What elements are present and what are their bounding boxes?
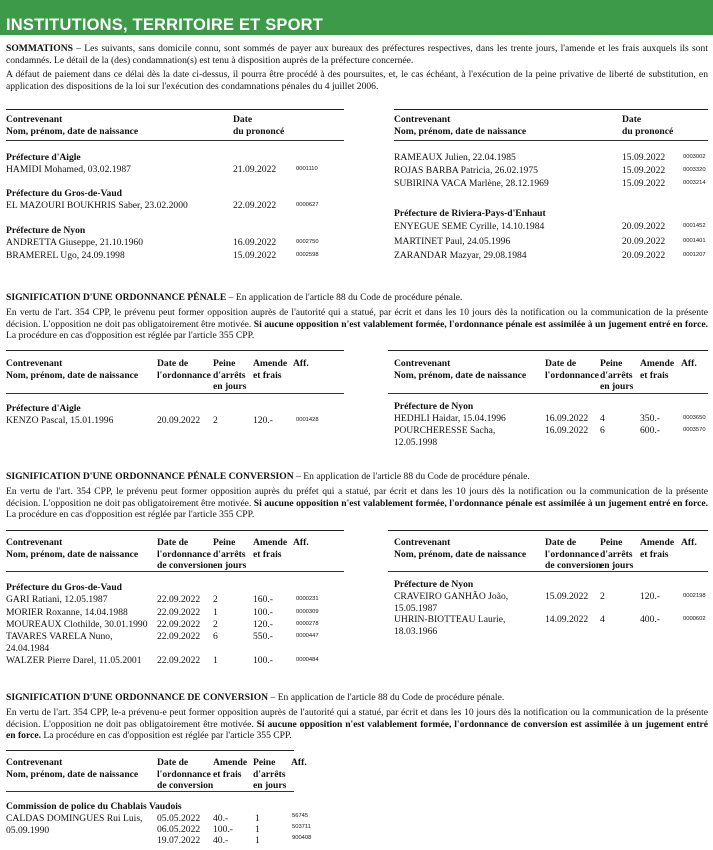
- table-row: POURCHERESSE Sacha, 12.05.1998: [394, 425, 496, 448]
- column-header-aff: Aff.: [291, 757, 307, 768]
- row-amende: 100.-: [253, 607, 273, 618]
- conversion-heading: SIGNIFICATION D'UNE ORDONNANCE DE CONVERSION – En application de l'article 88 du Code de procédure pénale.: [6, 692, 505, 703]
- table-rule: [6, 109, 344, 110]
- row-peine: 1: [255, 813, 260, 824]
- prefecture-heading: Préfecture du Gros-de-Vaud: [6, 582, 123, 593]
- ordonnance-conversion-heading: SIGNIFICATION D'UNE ORDONNANCE PÉNALE CONVERSION – En application de l'article 88 du Code de procédure pénale.: [6, 471, 530, 482]
- ordonnance-penale-paragraph: En vertu de l'art. 354 CPP, le prévenu peut former opposition auprès de l'autorité qui a statué, par écrit et dans les 10 jours dès la notification ou la communication de la présente décision. L'opposition ne doit pas obligatoirement être motivée. Si aucune opposition n'est valablement formée, l'ordonnance pénale est assimilée à un jugement entré en force. La procédure en cas d'opposition est réglée par l'article 355 CPP.: [6, 307, 708, 341]
- row-aff: 0000484: [296, 657, 319, 663]
- row-amende: 550.-: [253, 631, 273, 642]
- row-date: 15.09.2022: [622, 178, 666, 189]
- row-aff: 0001401: [683, 238, 706, 244]
- table-rule: [388, 393, 708, 394]
- table-rule: [394, 109, 708, 110]
- ordonnance-penale-heading: SIGNIFICATION D'UNE ORDONNANCE PÉNALE – En application de l'article 88 du Code de procédure pénale.: [6, 292, 463, 303]
- table-row: EL MAZOURI BOUKHRIS Saber, 23.02.2000: [6, 200, 188, 211]
- column-header-amende: Amende et frais: [253, 358, 288, 381]
- table-rule: [388, 571, 708, 572]
- row-aff: 0000231: [296, 596, 319, 602]
- column-header-name: Contrevenant Nom, prénom, date de naissance: [6, 114, 139, 137]
- column-header-name: Contrevenant Nom, prénom, date de naissance: [6, 358, 139, 381]
- column-header-peine: Peine d'arrêts en jours: [600, 537, 634, 571]
- column-header-date: Date du prononcé: [233, 114, 285, 137]
- row-amende: 350.-: [640, 413, 660, 424]
- column-header-peine: Peine d'arrêts en jours: [213, 537, 247, 571]
- table-row: HAMIDI Mohamed, 03.02.1987: [6, 164, 131, 175]
- sommations-lead: SOMMATIONS: [6, 43, 73, 54]
- row-amende: 160.-: [253, 594, 273, 605]
- table-row: ANDRETTA Giuseppe, 21.10.1960: [6, 237, 143, 248]
- row-amende: 120.-: [253, 619, 273, 630]
- table-row: HEDHLI Haidar, 15.04.1996: [394, 413, 506, 424]
- row-peine: 2: [213, 415, 218, 426]
- row-amende: 600.-: [640, 425, 660, 436]
- row-date: 14.09.2022: [545, 614, 589, 625]
- column-header-aff: Aff.: [293, 358, 309, 369]
- row-aff: 0000278: [296, 621, 319, 627]
- table-row: ROJAS BARBA Patricia, 26.02.1975: [394, 165, 538, 176]
- table-row: RAMEAUX Julien, 22.04.1985: [394, 152, 516, 163]
- row-date: 20.09.2022: [622, 221, 666, 232]
- prefecture-heading: Préfecture d'Aigle: [6, 403, 81, 414]
- row-aff: 0000309: [296, 609, 319, 615]
- sommations-paragraph: A défaut de paiement dans ce délai dès la date ci-dessus, il pourra être procédé à des poursuites, et, le cas échéant, à l'exécution de la peine privative de liberté de substitution, en application des dispositions de la loi sur l'exécution des condamnations pénales du 4 juillet 2006.: [6, 69, 708, 92]
- row-aff: 0003320: [683, 167, 706, 173]
- column-header-date: Date de l'ordonnance: [157, 358, 211, 381]
- row-aff: 0000447: [296, 633, 319, 639]
- row-peine: 2: [213, 619, 218, 630]
- column-header-name: Contrevenant Nom, prénom, date de naissance: [6, 537, 139, 560]
- row-peine: 6: [600, 425, 605, 436]
- row-aff: 0003650: [683, 415, 706, 421]
- row-peine: 6: [213, 631, 218, 642]
- row-aff: 0001452: [683, 223, 706, 229]
- row-peine: 4: [600, 413, 605, 424]
- row-date: 20.09.2022: [157, 415, 201, 426]
- row-date: 06.05.2022: [157, 824, 201, 835]
- column-header-date: Date de l'ordonnance de conversion: [545, 537, 602, 571]
- table-row: ENYEGUE SEME Cyrille, 14.10.1984: [394, 221, 545, 232]
- row-aff: 503711: [292, 824, 311, 830]
- column-header-amende: Amende et frais: [640, 358, 675, 381]
- table-row: CALDAS DOMINGUES Rui Luis, 05.09.1990: [6, 813, 143, 836]
- row-date: 22.09.2022: [157, 619, 201, 630]
- row-date: 15.09.2022: [233, 250, 277, 261]
- row-date: 22.09.2022: [157, 655, 201, 666]
- row-amende: 40.-: [213, 813, 229, 824]
- column-header-amende: Amende et frais: [253, 537, 288, 560]
- table-row: MOUREAUX Clothilde, 30.01.1990: [6, 619, 148, 630]
- row-aff: 0002598: [296, 252, 319, 258]
- column-header-peine: Peine d'arrêts en jours: [253, 757, 287, 791]
- row-amende: 40.-: [213, 835, 229, 846]
- prefecture-heading: Préfecture du Gros-de-Vaud: [6, 188, 123, 199]
- row-date: 05.05.2022: [157, 813, 201, 824]
- row-date: 15.09.2022: [622, 165, 666, 176]
- prefecture-heading: Préfecture de Nyon: [6, 225, 86, 236]
- row-peine: 1: [213, 655, 218, 666]
- table-rule: [6, 140, 344, 141]
- table-row: SUBIRINA VACA Marlène, 28.12.1969: [394, 178, 549, 189]
- table-row: MARTINET Paul, 24.05.1996: [394, 236, 511, 247]
- row-peine: 1: [213, 607, 218, 618]
- row-amende: 100.-: [213, 824, 233, 835]
- table-row: GARI Ratiani, 12.05.1987: [6, 594, 108, 605]
- row-amende: 100.-: [253, 655, 273, 666]
- table-rule: [6, 530, 344, 531]
- prefecture-heading: Préfecture de Riviera-Pays-d'Enhaut: [394, 208, 546, 219]
- row-aff: 0003002: [683, 154, 706, 160]
- prefecture-heading: Préfecture de Nyon: [394, 579, 474, 590]
- row-date: 21.09.2022: [233, 164, 277, 175]
- column-header-name: Contrevenant Nom, prénom, date de naissance: [394, 114, 527, 137]
- sommations-intro: SOMMATIONS – Les suivants, sans domicile connu, sont sommés de payer aux bureaux des préfectures respectives, dans les trente jours, l'amende et les frais auxquels ils sont condamnés. Le détail de la (des) condamnation(s) est tenu à disposition auprès de la préfecture concernée.: [6, 43, 708, 66]
- column-header-name: Contrevenant Nom, prénom, date de naissance: [394, 358, 527, 381]
- table-row: WALZER Pierre Darel, 11.05.2001: [6, 655, 142, 666]
- table-rule: [6, 571, 344, 572]
- row-peine: 2: [600, 591, 605, 602]
- row-date: 22.09.2022: [233, 200, 277, 211]
- row-aff: 0001428: [296, 417, 319, 423]
- row-peine: 1: [255, 824, 260, 835]
- row-aff: 0000602: [683, 616, 706, 622]
- commission-heading: Commission de police du Chablais Vaudois: [6, 801, 182, 812]
- table-rule: [388, 530, 708, 531]
- table-row: UHRIN-BIOTTEAU Laurie, 18.03.1966: [394, 614, 506, 637]
- column-header-aff: Aff.: [681, 537, 697, 548]
- prefecture-heading: Préfecture de Nyon: [394, 401, 474, 412]
- row-aff: 900408: [292, 835, 312, 841]
- row-date: 15.09.2022: [545, 591, 589, 602]
- table-rule: [388, 350, 708, 351]
- row-date: 20.09.2022: [622, 250, 666, 261]
- column-header-peine: Peine d'arrêts en jours: [600, 358, 634, 392]
- column-header-date: Date du prononcé: [622, 114, 674, 137]
- table-row: MORIER Roxanne, 14.04.1988: [6, 607, 128, 618]
- column-header-date: Date de l'ordonnance de conversion: [157, 757, 214, 791]
- row-aff: 0003214: [683, 180, 706, 186]
- row-amende: 400.-: [640, 614, 660, 625]
- banner-title: INSTITUTIONS, TERRITOIRE ET SPORT: [6, 16, 324, 34]
- row-aff: 0003570: [683, 427, 706, 433]
- row-date: 16.09.2022: [545, 425, 589, 436]
- column-header-amende: Amende et frais: [640, 537, 675, 560]
- row-date: 20.09.2022: [622, 236, 666, 247]
- row-date: 22.09.2022: [157, 631, 201, 642]
- row-peine: 2: [213, 594, 218, 605]
- column-header-name: Contrevenant Nom, prénom, date de naissance: [6, 757, 139, 780]
- table-row: CRAVEIRO GANHÃO João, 15.05.1987: [394, 591, 509, 614]
- table-rule: [6, 750, 294, 751]
- column-header-aff: Aff.: [681, 358, 697, 369]
- row-date: 22.09.2022: [157, 594, 201, 605]
- conversion-paragraph: En vertu de l'art. 354 CPP, le-a prévenu-e peut former opposition auprès de l'autorité qui a statué, par écrit et dans les 10 jours dès la notification ou la communication de la présente décision. L'opposition ne doit pas obligatoirement être motivée. Si aucune opposition n'est valablement formée, l'ordonnance de conversion est assimilée à un jugement entré en force. La procédure en cas d'opposition est réglée par l'article 355 CPP.: [6, 707, 708, 741]
- row-aff: 0001207: [683, 252, 706, 258]
- row-date: 16.09.2022: [233, 237, 277, 248]
- table-row: TAVARES VARELA Nuno, 24.04.1984: [6, 631, 113, 654]
- table-rule: [394, 140, 708, 141]
- row-aff: 56745: [292, 813, 309, 819]
- row-aff: 0001110: [296, 166, 318, 172]
- row-amende: 120.-: [253, 415, 273, 426]
- table-row: BRAMEREL Ugo, 24.09.1998: [6, 250, 125, 261]
- column-header-date: Date de l'ordonnance: [545, 358, 599, 381]
- section-banner: [0, 0, 713, 35]
- prefecture-heading: Préfecture d'Aigle: [6, 152, 81, 163]
- row-date: 16.09.2022: [545, 413, 589, 424]
- row-date: 22.09.2022: [157, 607, 201, 618]
- row-amende: 120.-: [640, 591, 660, 602]
- table-row: ZARANDAR Mazyar, 29.08.1984: [394, 250, 527, 261]
- column-header-date: Date de l'ordonnance de conversion: [157, 537, 214, 571]
- table-row: KENZO Pascal, 15.01.1996: [6, 415, 114, 426]
- row-date: 15.09.2022: [622, 152, 666, 163]
- row-aff: 0000627: [296, 202, 319, 208]
- column-header-peine: Peine d'arrêts en jours: [213, 358, 247, 392]
- table-rule: [6, 350, 344, 351]
- table-rule: [6, 393, 344, 394]
- row-peine: 1: [255, 835, 260, 846]
- row-peine: 4: [600, 614, 605, 625]
- column-header-name: Contrevenant Nom, prénom, date de naissance: [394, 537, 527, 560]
- column-header-amende: Amende et frais: [213, 757, 248, 780]
- row-date: 19.07.2022: [157, 835, 201, 846]
- row-aff: 0002750: [296, 239, 319, 245]
- ordonnance-conversion-paragraph: En vertu de l'art. 354 CPP, le prévenu peut former opposition auprès du préfet qui a statué, par écrit et dans les 10 jours dès la notification ou la communication de la présente décision. L'opposition ne doit pas obligatoirement être motivée. Si aucune opposition n'est valablement formée, l'ordonnance pénale est assimilée à un jugement entré en force. La procédure en cas d'opposition est réglée par l'article 355 CPP.: [6, 486, 708, 520]
- row-aff: 0002198: [683, 593, 706, 599]
- table-rule: [6, 791, 294, 792]
- column-header-aff: Aff.: [293, 537, 309, 548]
